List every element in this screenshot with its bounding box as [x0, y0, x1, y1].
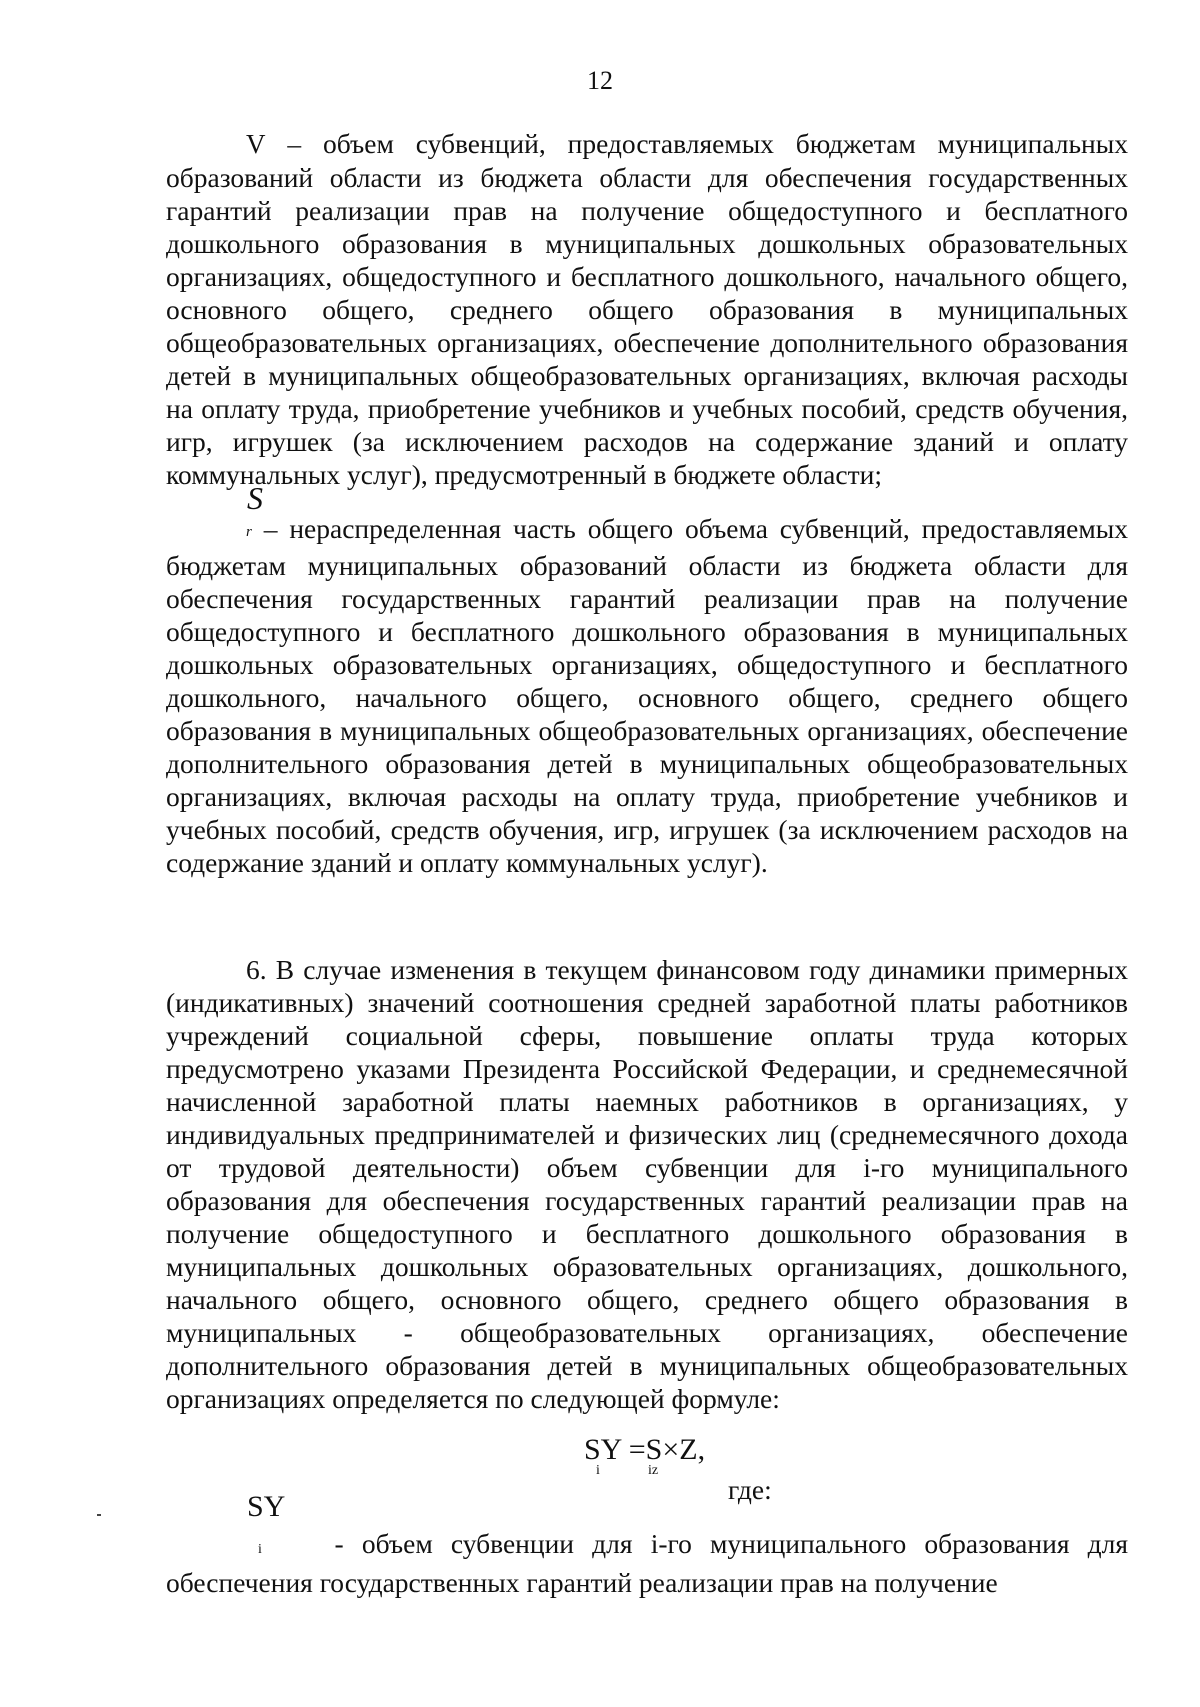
symbol-sy-subscript: i [258, 1542, 262, 1557]
symbol-sy: SY [247, 1490, 286, 1523]
paragraph-sr-text: – нераспределенная часть общего объема субвенций, предоставляемых бюджетам муниципальных образований области из бюджета области для обеспечения государственных гарантий реализации прав на получение общедоступного и бесплатного дошкольного образования в муниципальных дошкольных образовательных организациях, общедоступного и бесплатного дошкольного, начального общего, основного общего, среднего общего образования в муниципальных общеобразовательных организациях, обеспечение дополнительного образования детей в муниципальных общеобразовательных организациях, включая расходы на оплату труда, приобретение учебников и учебных пособий, средств обучения, игр, игрушек (за исключением расходов на содержание зданий и оплату коммунальных услуг). [166, 513, 1128, 878]
formula-eq: = [628, 1433, 646, 1466]
paragraph-sy-text: - объем субвенции для i-го муниципального образования для обеспечения государственных гарантий реализации прав на получение [166, 1528, 1128, 1598]
formula-s: S [645, 1433, 663, 1466]
formula-lhs: SY [584, 1433, 622, 1466]
paragraph-sy-definition [166, 1527, 1128, 1599]
paragraph-v-text: – объем субвенций, предоставляемых бюджетам муниципальных образований области из бюджета области для обеспечения государственных гарантий реализации прав на получение общедоступного и бесплатного дошкольного образования в муниципальных дошкольных образовательных организациях, общедоступного и бесплатного дошкольного, начального общего, основного общего, среднего общего образования в муниципальных общеобразовательных организациях, обеспечение дополнительного образования детей в муниципальных общеобразовательных организациях, включая расходы на оплату труда, приобретение учебников и учебных пособий, средств обучения, игр, игрушек (за исключением расходов на содержание зданий и оплату коммунальных услуг), предусмотренный в бюджете области; [166, 128, 1128, 490]
symbol-v: V [246, 129, 266, 159]
symbol-s: S [247, 480, 263, 516]
formula-s-subscript: iz [648, 1463, 659, 1478]
paragraph-v-definition [166, 127, 1128, 491]
symbol-sy-block [247, 1490, 285, 1524]
formula-comma: , [697, 1433, 706, 1466]
page-number: 12 [587, 66, 613, 95]
paragraph-6 [166, 953, 1128, 1415]
formula-lhs-subscript: i [596, 1463, 600, 1478]
symbol-s-subscript: r [246, 524, 252, 540]
scan-artifact [97, 1514, 101, 1516]
formula-times: × [662, 1433, 680, 1466]
formula-where-label: где: [728, 1474, 772, 1505]
formula-z: Z [679, 1433, 698, 1466]
paragraph-6-text: 6. В случае изменения в текущем финансовом году динамики примерных (индикативных) значений соотношения средней заработной платы работников учреждений социальной сферы, повышение оплаты труда которых предусмотрено указами Президента Российской Федерации, и среднемесячной начисленной заработной платы наемных работников в организациях, у индивидуальных предпринимателей и физических лиц (среднемесячного дохода от трудовой деятельности) объем субвенции для i-го муниципального образования для обеспечения государственных гарантий реализации прав на получение общедоступного и бесплатного дошкольного образования в муниципальных дошкольных образовательных организациях, дошкольного, начального общего, основного общего, среднего общего образования в муниципальных ‐ общеобразовательных организациях, обеспечение дополнительного образования детей в муниципальных общеобразовательных организациях определяется по следующей формуле: [166, 954, 1128, 1414]
formula [584, 1433, 705, 1467]
paragraph-sr-definition [166, 512, 1128, 879]
